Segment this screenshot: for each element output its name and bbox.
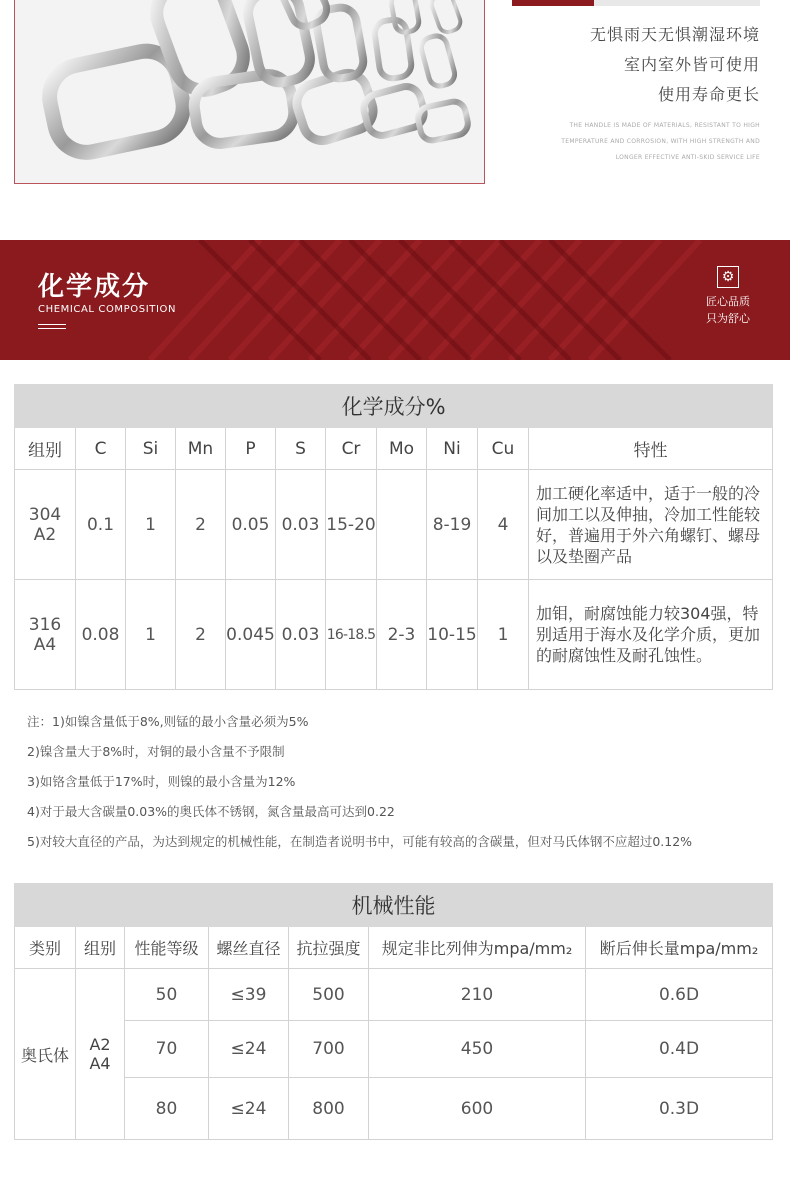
yield-cell: 600 [369, 1078, 586, 1140]
si-cell: 1 [126, 470, 176, 580]
banner-decor-lines [38, 324, 66, 332]
chemical-composition-table [14, 384, 773, 690]
property-cell: 加工硬化率适中，适于一般的冷间加工以及伸抽，冷加工性能较好，普遍用于外六角螺钉、螺母以及垫圈产品 [529, 470, 773, 580]
group-cell [15, 470, 76, 580]
category-cell: 奥氏体 [15, 969, 76, 1140]
banner-badge [696, 266, 760, 327]
header-cell: Mn [176, 428, 226, 470]
cr-cell: 16-18.5 [326, 580, 377, 690]
table-row [15, 470, 773, 580]
accent-line [512, 0, 760, 6]
header-cell: 规定非比列伸为mpa/mm₂ [369, 927, 586, 969]
notes-section [27, 707, 777, 857]
property-cell: 加钼，耐腐蚀能力较304强，特别适用于海水及化学介质，更加的耐腐蚀性及耐孔蚀性。 [529, 580, 773, 690]
diameter-cell: ≤24 [209, 1021, 289, 1078]
header-cell: 性能等级 [125, 927, 209, 969]
diameter-cell: ≤39 [209, 969, 289, 1021]
table-title-row [15, 884, 773, 927]
cr-cell: 15-20 [326, 470, 377, 580]
tensile-cell: 700 [289, 1021, 369, 1078]
s-cell: 0.03 [276, 580, 326, 690]
s-cell: 0.03 [276, 470, 326, 580]
table-header-row [15, 428, 773, 470]
header-cell: Cu [478, 428, 529, 470]
group-line-2: A2 [33, 524, 57, 545]
header-cell: 特性 [529, 428, 773, 470]
chain-product-photo [14, 0, 485, 184]
mechanical-properties-table [14, 883, 773, 1140]
diameter-cell: ≤24 [209, 1078, 289, 1140]
chain-illustration [15, 0, 485, 184]
hero-line-1: 无惧雨天无惧潮湿环境 [589, 25, 760, 44]
header-cell: 组别 [76, 927, 125, 969]
cu-cell: 4 [478, 470, 529, 580]
mn-cell: 2 [176, 470, 226, 580]
header-cell: 类别 [15, 927, 76, 969]
table-title: 机械性能 [15, 884, 773, 927]
group-cell [15, 580, 76, 690]
section-banner [0, 240, 790, 360]
yield-cell: 450 [369, 1021, 586, 1078]
header-cell: Mo [377, 428, 427, 470]
table-row [15, 969, 773, 1021]
p-cell: 0.045 [226, 580, 276, 690]
header-cell: Cr [326, 428, 377, 470]
p-cell: 0.05 [226, 470, 276, 580]
note-line: 2)镍含量大于8%时，对铜的最小含量不予限制 [27, 744, 285, 759]
header-cell: 抗拉强度 [289, 927, 369, 969]
yield-cell: 210 [369, 969, 586, 1021]
mn-cell: 2 [176, 580, 226, 690]
elongation-cell: 0.3D [586, 1078, 773, 1140]
ni-cell: 8-19 [427, 470, 478, 580]
header-cell: 组别 [15, 428, 76, 470]
group-line-2: A4 [89, 1054, 111, 1073]
banner-subtitle: CHEMICAL COMPOSITION [38, 304, 177, 315]
grade-cell: 80 [125, 1078, 209, 1140]
header-cell: 螺丝直径 [209, 927, 289, 969]
header-cell: C [76, 428, 126, 470]
group-cell [76, 969, 125, 1140]
c-cell: 0.08 [76, 580, 126, 690]
hero-section [0, 0, 790, 200]
banner-right-line-2: 只为舒心 [706, 312, 750, 325]
group-line-2: A4 [33, 634, 57, 655]
elongation-cell: 0.4D [586, 1021, 773, 1078]
mo-cell [377, 470, 427, 580]
banner-title: 化学成分 [38, 272, 151, 302]
hero-line-3: 使用寿命更长 [657, 85, 760, 104]
header-cell: Si [126, 428, 176, 470]
header-cell: P [226, 428, 276, 470]
group-line-1: 304 [28, 504, 62, 525]
note-line: 3)如铬含量低于17%时，则镍的最小含量为12% [27, 774, 296, 789]
note-line: 5)对较大直径的产品，为达到规定的机械性能，在制造者说明书中，可能有较高的含碳量，但对马氏体钢不应超过0.12% [27, 834, 693, 849]
note-line: 注：1)如镍含量低于8%,则锰的最小含量必须为5% [27, 714, 309, 729]
group-line-1: A2 [89, 1035, 111, 1054]
table-row [15, 580, 773, 690]
header-cell: Ni [427, 428, 478, 470]
hero-line-2: 室内室外皆可使用 [623, 55, 760, 74]
table-row [15, 1078, 773, 1140]
note-line: 4)对于最大含碳量0.03%的奥氏体不锈钢，氮含量最高可达到0.22 [27, 804, 395, 819]
grade-cell: 50 [125, 969, 209, 1021]
header-cell: S [276, 428, 326, 470]
tensile-cell: 800 [289, 1078, 369, 1140]
c-cell: 0.1 [76, 470, 126, 580]
table-header-row [15, 927, 773, 969]
grade-cell: 70 [125, 1021, 209, 1078]
si-cell: 1 [126, 580, 176, 690]
elongation-cell: 0.6D [586, 969, 773, 1021]
cu-cell: 1 [478, 580, 529, 690]
hero-feature-lines [590, 20, 760, 110]
hero-english-text: THE HANDLE IS MADE OF MATERIALS, RESISTANT TO HIGH TEMPERATURE AND CORROSION, WITH HIGH STRENGTH AND LONGER EFFECTIVE ANTI-SKID SERVICE LIFE [561, 122, 760, 161]
mo-cell: 2-3 [377, 580, 427, 690]
table-title: 化学成分% [15, 385, 773, 428]
table-row [15, 1021, 773, 1078]
gear-icon: ⚙ [717, 266, 739, 288]
header-cell: 断后伸长量mpa/mm₂ [586, 927, 773, 969]
ni-cell: 10-15 [427, 580, 478, 690]
tensile-cell: 500 [289, 969, 369, 1021]
group-line-1: 316 [28, 614, 62, 635]
table-title-row [15, 385, 773, 428]
banner-right-line-1: 匠心品质 [706, 295, 750, 308]
